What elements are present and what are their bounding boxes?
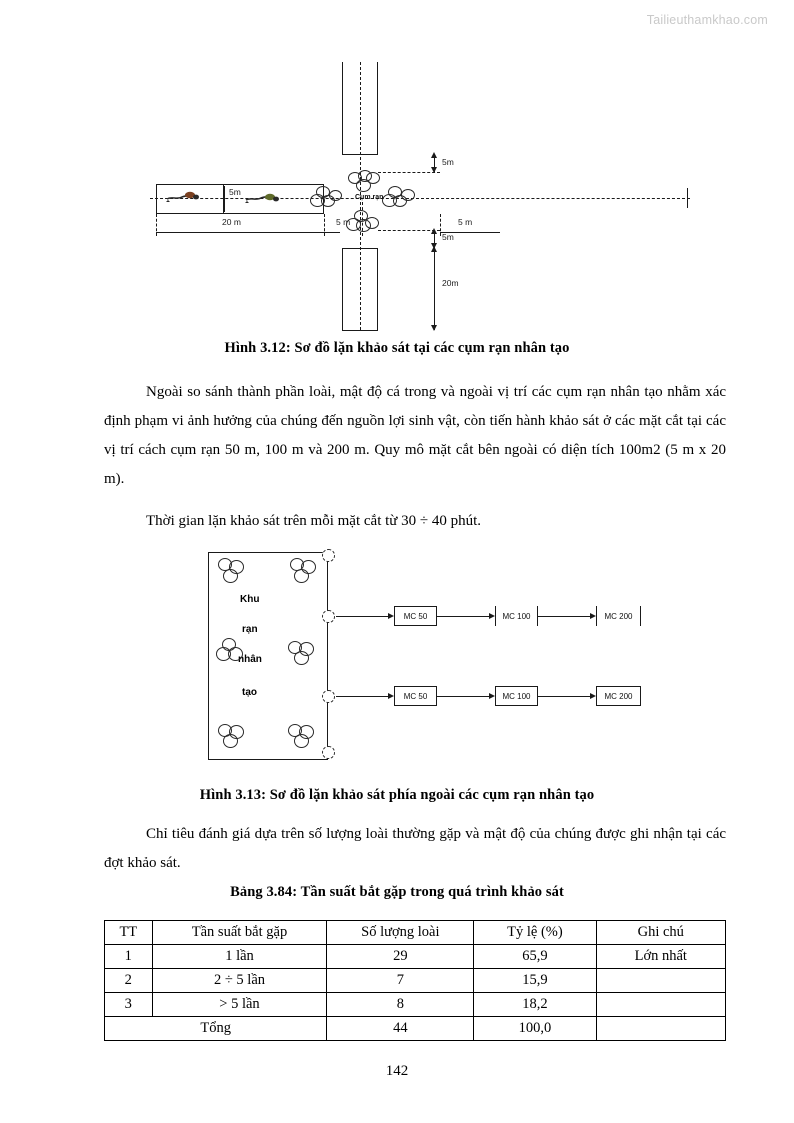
bottom-offset-label: 5m — [442, 232, 454, 242]
reef-cluster-tr — [290, 558, 316, 582]
row1-station-mc200: MC 200 — [596, 606, 641, 626]
reef-cluster-right — [382, 186, 412, 212]
cell-percent: 65,9 — [474, 945, 596, 969]
top-offset-label: 5m — [442, 157, 454, 167]
cell-percent: 15,9 — [474, 969, 596, 993]
gapleft-line — [324, 232, 340, 233]
left-transect-width-arrow — [224, 186, 225, 212]
cell-note: Lớn nhất — [596, 945, 725, 969]
diver-glyph-1 — [166, 190, 202, 209]
bottom-length-label: 20m — [442, 278, 459, 288]
bottom-corridor-right-edge — [377, 248, 378, 330]
reef-center-label: Cụm rạn — [355, 194, 384, 201]
diver-glyph-2 — [245, 192, 281, 211]
table-3-84-caption: Bảng 3.84: Tần suất bắt gặp trong quá trình khảo sát — [230, 884, 564, 900]
axis-right-terminator — [687, 188, 688, 208]
table-row — [105, 969, 726, 993]
table-total-row — [105, 1017, 726, 1041]
table-header-tt: TT — [105, 921, 153, 945]
cell-species: 29 — [327, 945, 474, 969]
cell-total-label: Tổng — [105, 1017, 327, 1041]
reef-cluster-ml — [216, 638, 242, 662]
table-header-percent: Tỷ lệ (%) — [474, 921, 596, 945]
cell-species: 7 — [327, 969, 474, 993]
cell-note — [596, 993, 725, 1017]
table-header-freq: Tần suất bắt gặp — [152, 921, 327, 945]
row2-connector-1 — [336, 696, 392, 697]
reef-cluster-bottom — [346, 210, 376, 234]
row1-station-mc100: MC 100 — [495, 606, 538, 626]
cell-total-species: 44 — [327, 1017, 474, 1041]
row1-station-mc50: MC 50 — [394, 606, 437, 626]
figure-3-12-diagram — [150, 62, 690, 332]
top5m-arrow-up-icon — [431, 152, 437, 158]
page-number: 142 — [385, 1063, 409, 1079]
row1-connector-3 — [538, 616, 594, 617]
row2-connector-3 — [538, 696, 594, 697]
paragraph-2 — [104, 507, 726, 536]
paragraph-1 — [104, 378, 726, 494]
edge-node-top — [322, 549, 335, 562]
paragraph-2-line-1: Thời gian lặn khảo sát trên mỗi mặt cắt từ 30 ÷ 40 phút. — [146, 513, 482, 529]
paragraph-3 — [104, 820, 726, 878]
paragraph-1-line-2: tạo nhằm xác định phạm vi ảnh hưởng của chúng đến nguồn lợi sinh vật, còn tiến hành — [104, 384, 727, 429]
reef-cluster-br — [288, 724, 314, 748]
bot5m-arrow-up-icon — [431, 228, 437, 234]
frequency-table — [104, 920, 726, 1041]
top-corridor-left-edge — [342, 62, 343, 154]
paragraph-1-line-1: Ngoài so sánh thành phần loài, mật độ cá trong và ngoài vị trí các cụm rạn nhân — [146, 384, 640, 400]
paragraph-3-line-2: ghi nhận tại các đợt khảo sát. — [104, 826, 727, 871]
site-watermark: Tailieuthamkhao.com — [646, 13, 768, 27]
bottom-corridor-left-edge — [342, 248, 343, 330]
gapright-ext-a — [440, 214, 441, 236]
figure-3-13-diagram — [196, 546, 656, 762]
paragraph-1-line-4: cắt bên ngoài có diện tích 100m2 (5 m x 20 m). — [104, 442, 726, 487]
figure-3-12-caption: Hình 3.12: Sơ đồ lặn khảo sát tại các cụm rạn nhân tạo — [224, 340, 570, 356]
gap-left-label: 5 m — [336, 217, 351, 227]
edge-node-row1 — [322, 610, 335, 623]
edge-node-bottom — [322, 746, 335, 759]
top5m-arrow-down-icon — [431, 167, 437, 173]
bot20m-arrow-down-icon — [431, 325, 437, 331]
row1-connector-2 — [437, 616, 493, 617]
reef-cluster-top — [348, 170, 378, 192]
reef-area-label-line-4: tạo — [242, 687, 257, 698]
bottom-corridor-bottom-edge — [342, 330, 378, 331]
cell-note — [596, 969, 725, 993]
bot20m-line — [434, 248, 435, 330]
table-row — [105, 993, 726, 1017]
reef-area-label-line-3: nhân — [238, 654, 262, 665]
paragraph-3-line-1: Chỉ tiêu đánh giá dựa trên số lượng loài thường gặp và mật độ của chúng được — [146, 826, 626, 842]
row2-connector-2 — [437, 696, 493, 697]
cell-percent: 18,2 — [474, 993, 596, 1017]
bot20m-arrow-up-icon — [431, 246, 437, 252]
table-header-row — [105, 921, 726, 945]
reef-area-label-line-2: rạn — [242, 624, 258, 635]
table-header-note: Ghi chú — [596, 921, 725, 945]
reef-cluster-tl — [218, 558, 244, 582]
row2-station-mc100: MC 100 — [495, 686, 538, 706]
transect-length-label: 20 m — [222, 217, 241, 227]
table-row — [105, 945, 726, 969]
edge-node-row2 — [322, 690, 335, 703]
reef-area-label-line-1: Khu — [240, 594, 260, 605]
cell-tt: 3 — [105, 993, 153, 1017]
cell-freq: 2 ÷ 5 lần — [152, 969, 327, 993]
dim20-line — [156, 232, 324, 233]
table-header-species: Số lượng loài — [327, 921, 474, 945]
left-transect-width-label: 5m — [229, 187, 241, 197]
gap-right-label: 5 m — [458, 217, 473, 227]
row2-station-mc200: MC 200 — [596, 686, 641, 706]
top-corridor-right-edge — [377, 62, 378, 154]
cell-species: 8 — [327, 993, 474, 1017]
row1-connector-1 — [336, 616, 392, 617]
cell-tt: 1 — [105, 945, 153, 969]
reef-cluster-left — [310, 186, 340, 212]
cell-freq: > 5 lần — [152, 993, 327, 1017]
figure-3-13-caption: Hình 3.13: Sơ đồ lặn khảo sát phía ngoài các cụm rạn nhân tạo — [199, 787, 595, 803]
cell-freq: 1 lần — [152, 945, 327, 969]
cell-total-percent: 100,0 — [474, 1017, 596, 1041]
row2-station-mc50: MC 50 — [394, 686, 437, 706]
reef-cluster-mr — [288, 641, 314, 665]
cell-total-note — [596, 1017, 725, 1041]
reef-cluster-bl — [218, 724, 244, 748]
paragraph-1-line-3: khảo sát ở các mặt cắt tại các vị trí cách cụm rạn 50 m, 100 m và 200 m. Quy mô mặt — [104, 413, 726, 458]
cell-tt: 2 — [105, 969, 153, 993]
